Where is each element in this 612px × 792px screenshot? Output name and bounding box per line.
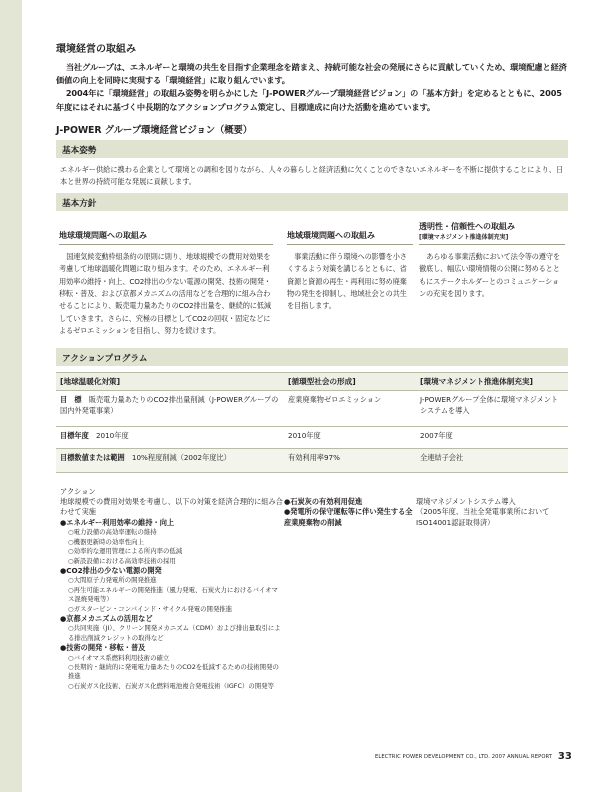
action-group-title: ●CO2排出の少ない電源の開発 [60,565,162,575]
table-cell: 全連結子会社 [420,452,464,462]
action-group-title: ●技術の開発・移転・普及 [60,643,146,653]
table-cell [56,391,284,426]
row-label: 目 標 [60,394,82,404]
table-row [56,427,568,449]
cell-value: 販売電力量あたりのCO2排出量削減（J-POWERグループの国内外発電事業） [60,394,279,415]
action-item: ○共同実施（JI）、クリーン開発メカニズム（CDM）および排出量取引による排出削減クレジットの取得など [68,624,281,642]
policy-heading [59,215,273,245]
page-content [56,40,568,691]
policy-columns [56,215,568,338]
actions-heading: アクション [60,486,96,496]
policy-column-local [284,215,416,338]
actions-management [416,487,568,692]
table-cell: J-POWERグループ全体に環境マネジメントシステムを導入 [420,394,559,415]
action-item: （2005年度、当社全発電事業所においてISO14001認証取得済） [416,507,550,527]
action-group-title: ●エネルギー利用効率の維持・向上 [60,517,175,527]
basic-policy-header: 基本方針 [56,193,568,211]
action-group-title: ●石炭灰の有効利用促進 [284,497,363,507]
policy-text: 事業活動に伴う環境への影響を小さくするよう対策を講じるとともに、省資源と資源の再生・再利用に努め廃棄物の発生を抑制し、地域社会との共生を目指します。 [287,251,407,311]
table-row [56,449,568,473]
actions-global [56,487,284,692]
table-cell [56,427,284,448]
left-color-band [0,0,22,792]
basic-stance-header: 基本姿勢 [56,140,568,158]
page-number: 33 [557,751,572,762]
policy-subtitle: [環境マネジメント推進体制充実] [419,233,509,241]
actions-recycling [284,487,416,692]
action-item: ○ガスタービン・コンバインド・サイクル発電の開発推進 [68,604,233,613]
action-item: ○再生可能エネルギーの開発推進（風力発電、石炭火力におけるバイオマス混焼発電等） [68,585,278,604]
table-cell: 2007年度 [420,430,453,440]
table-cell [56,449,284,472]
action-program-header: アクションプログラム [56,348,568,366]
basic-stance-text: エネルギー供給に携わる企業として環境との調和を図りながら、人々の暮らしと経済活動に欠くことのできないエネルギーを不断に提供することにより、日本と世界の持続可能な発展に貢献します。 [60,164,564,186]
action-item: 環境マネジメントシステム導入 [416,497,516,507]
policy-title: 地球環境問題への取組み [59,230,147,240]
table-row [56,391,568,427]
action-group-title: ●発電所の保守運転等に伴い発生する全産業廃棄物の削減 [284,507,413,527]
action-item: ○長期的・継続的に発電電力量あたりのCO2を低減するための技術開発の推進 [68,662,279,681]
action-group-title: ●京都メカニズムの活用など [60,613,153,623]
footer-company: ELECTRIC POWER DEVELOPMENT CO., LTD. [375,754,491,760]
row-label: 目標数値または範囲 [60,452,125,462]
column-header: [循環型社会の形成] [288,376,356,386]
intro [56,61,568,114]
actions-section [56,487,568,692]
policy-text: 国連気候変動枠組条約の原則に則り、地球規模での費用対効果を考慮して地球温暖化問題に取り組みます。そのため、エネルギー利用効率の維持・向上、CO2排出の少ない電源の開発、技術の開発・移転・普及、および京都メカニズムの活用などを合理的に組み合わせることにより、販売電力量あたりのCO2排出量を、継続的に低減していきます。さらに、究極の目標としてCO2の回収・固定などによるゼロエミッションを目指し、努力を続けます。 [59,251,271,336]
spacer [416,487,568,497]
table-header-row [56,372,568,391]
column-header: [環境マネジメント推進体制充実] [420,376,534,386]
policy-heading [287,215,413,245]
row-label: 目標年度 [60,430,89,440]
table-cell: 2010年度 [288,430,321,440]
table-cell: 有効利用率97% [288,452,340,462]
section-title: 環境経営の取組み [56,44,136,55]
cell-value: 2010年度 [95,430,129,440]
policy-title: 透明性・信頼性への取組み [419,221,515,231]
spacer [284,487,416,497]
action-program-table [56,372,568,473]
table-cell: 産業廃棄物ゼロエミッション [288,394,382,404]
policy-title: 地域環境問題への取組み [287,230,375,240]
policy-column-transparency [416,215,568,338]
actions-lead: 地球規模での費用対効果を考慮し、以下の対策を経済合理的に組み合わせて実施 [60,497,283,517]
action-item: ○効率的な運用管理による所内率の低減 [68,547,183,556]
action-item: ○電力設備の高効率運転の維持 [68,528,157,537]
policy-column-global [56,215,276,338]
intro-paragraph-1: 当社グループは、エネルギーと環境の共生を目指す企業理念を踏まえ、持続可能な社会の発展にさらに貢献していくため、環境配慮と経済価値の向上を同時に実現する「環境経営」に取り組んでいます。 [56,62,567,86]
action-item: ○新設設備における高効率技術の採用 [68,556,176,565]
cell-value: 10%程度削減（2002年度比） [131,452,231,462]
action-item: ○バイオマス系燃料利用技術の確立 [68,653,170,662]
action-item: ○石炭ガス化技術、石炭ガス化燃料電池複合発電技術（IGFC）の開発等 [68,681,274,690]
action-item: ○大間原子力発電所の開発推進 [68,576,157,585]
vision-title: J-POWER グループ環境経営ビジョン（概要） [56,124,253,136]
policy-heading [419,215,565,245]
policy-text: あらゆる事業活動において法令等の遵守を徹底し、幅広い環境情報の公開に努めるとともにステークホルダーとのコミュニケーションの充実を図ります。 [419,251,560,299]
column-header: [地球温暖化対策] [60,376,121,386]
footer-report: 2007 ANNUAL REPORT [491,754,553,760]
page-footer [340,751,572,762]
intro-paragraph-2: 2004年に「環境経営」の取組み姿勢を明らかにした「J-POWERグループ環境経営ビジョン」の「基本方針」を定めるとともに、2005年度にはそれに基づく中長期的なアクションプログラム策定し、目標達成に向けた活動を進めています。 [56,88,562,112]
action-item: ○機器更新時の効率性向上 [68,537,144,546]
